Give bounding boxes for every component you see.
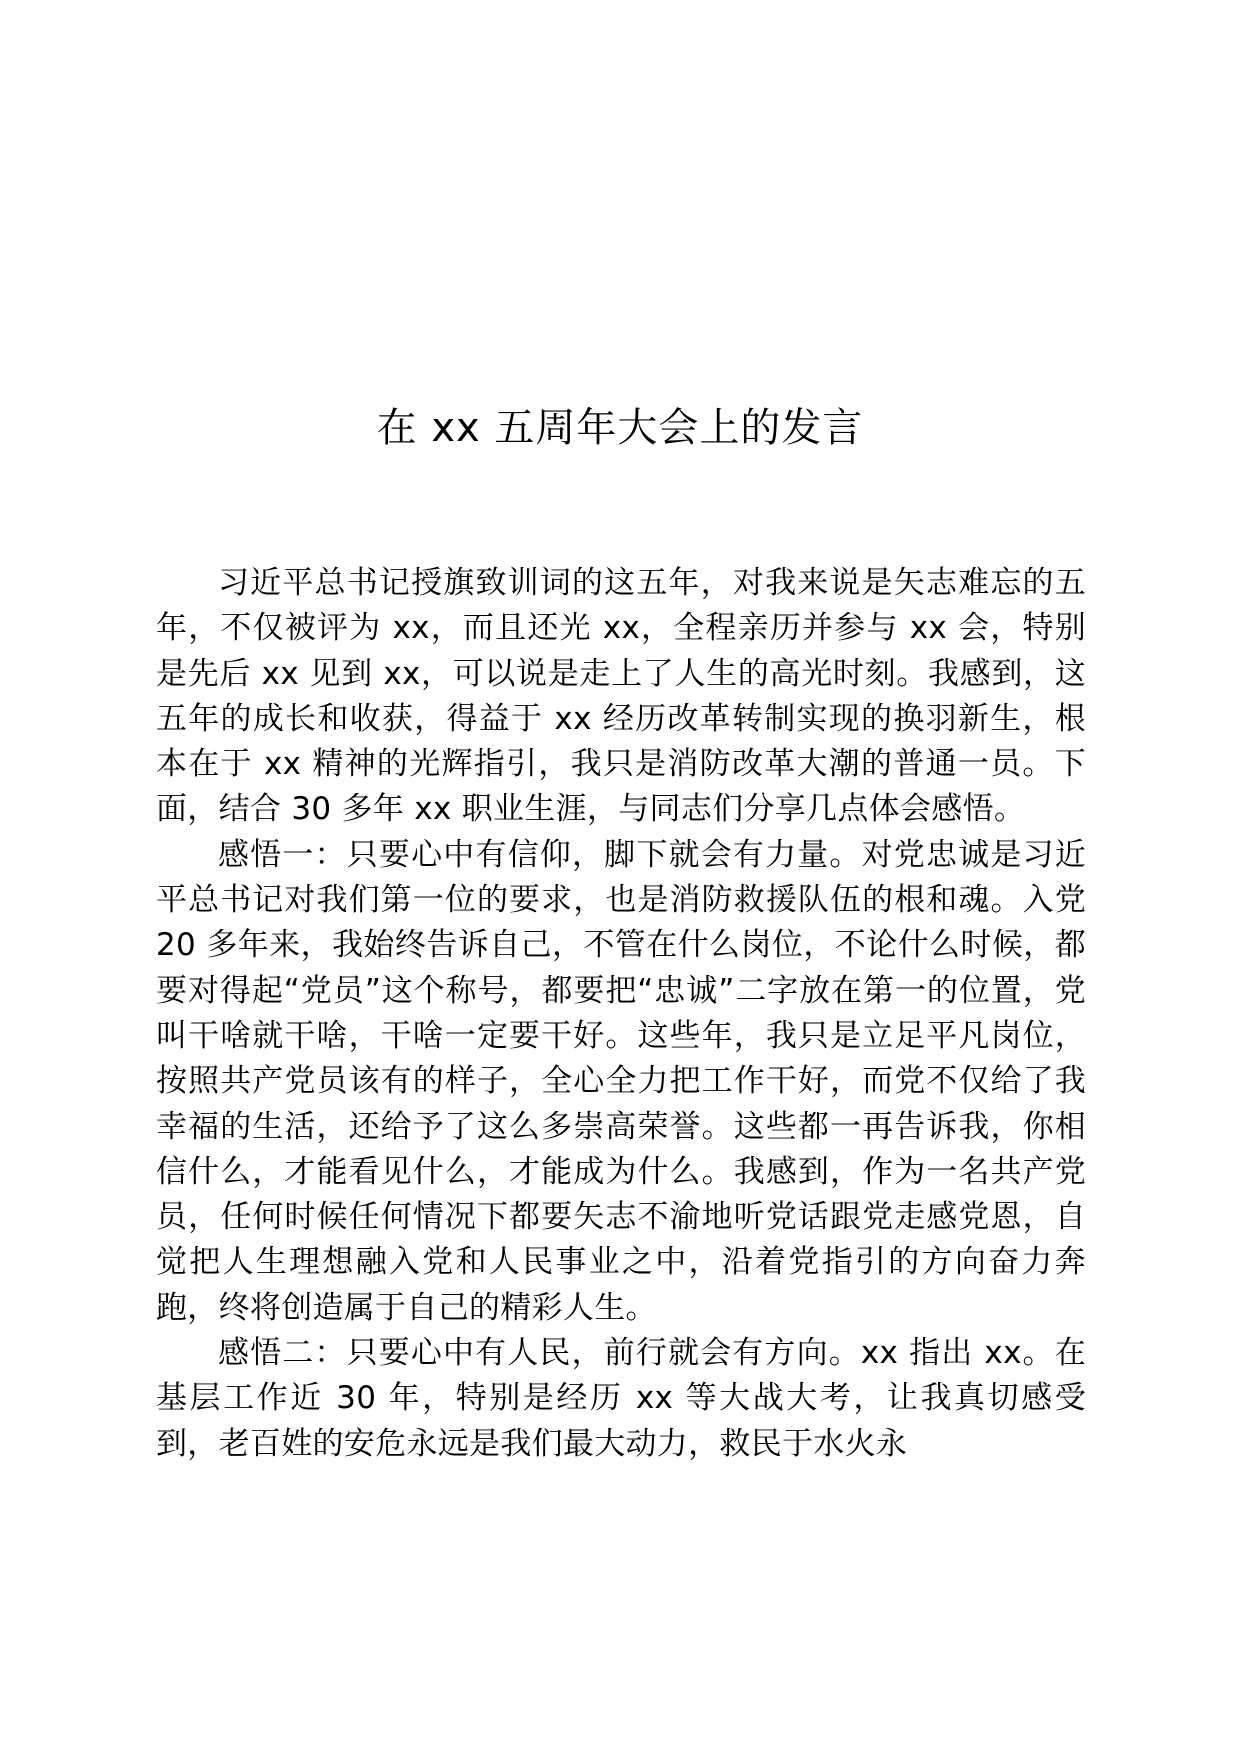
paragraph-intro: 习近平总书记授旗致训词的这五年，对我来说是矢志难忘的五年，不仅被评为 xx，而且还光 xx，全程亲历并参与 xx 会，特别是先后 xx 见到 xx，可以说是走上了人生的高光时刻。我感到，这五年的成长和收获，得益于 xx 经历改革转制实现的换羽新生，根本在于 xx 精神的光辉指引，我只是消防改革大潮的普通一员。下面，结合 30 多年 xx 职业生涯，与同志们分享几点体会感悟。 [156,565,1086,828]
document-title: 在 xx 五周年大会上的发言 [376,405,864,451]
paragraph-insight-two: 感悟二：只要心中有人民，前行就会有方向。xx 指出 xx。在基层工作近 30 年，特别是经历 xx 等大战大考，让我真切感受到，老百姓的安危永远是我们最大动力，救民于水火永 [156,1335,1086,1462]
document-body [156,561,1086,1467]
paragraph-insight-one: 感悟一：只要心中有信仰，脚下就会有力量。对党忠诚是习近平总书记对我们第一位的要求，也是消防救援队伍的根和魂。入党 20 多年来，我始终告诉自己，不管在什么岗位，不论什么时候，都要对得起“党员”这个称号，都要把“忠诚”二字放在第一的位置，党叫干啥就干啥，干啥一定要干好。这些年，我只是立足平凡岗位，按照共产党员该有的样子，全心全力把工作干好，而党不仅给了我幸福的生活，还给予了这么多崇高荣誉。这些都一再告诉我，你相信什么，才能看见什么，才能成为什么。我感到，作为一名共产党员，任何时候任何情况下都要矢志不渝地听党话跟党走感党恩，自觉把人生理想融入党和人民事业之中，沿着党指引的方向奋力奔跑，终将创造属于自己的精彩人生。 [156,836,1086,1326]
